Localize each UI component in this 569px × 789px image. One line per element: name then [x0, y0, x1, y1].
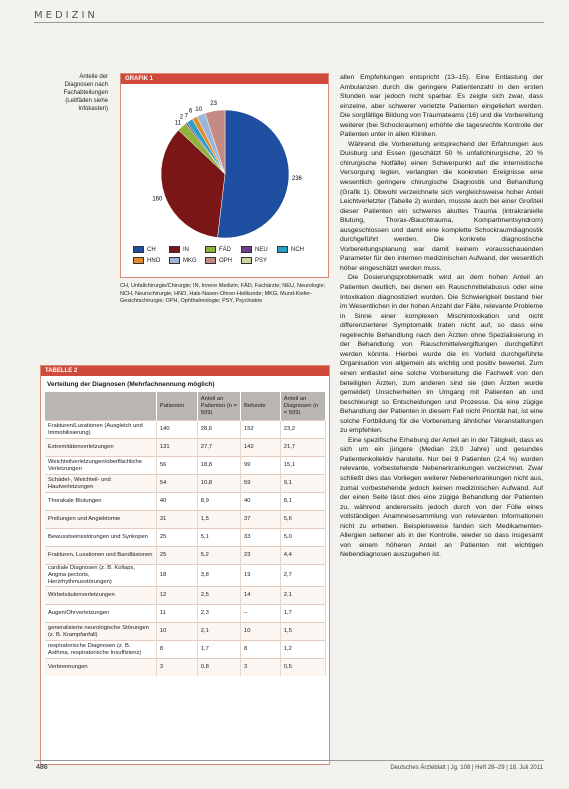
value-cell: 56	[156, 457, 197, 475]
diagnosis-cell: Extremitätenverletzungen	[45, 439, 156, 457]
legend-item-oph	[205, 257, 241, 264]
body-paragraph: Die Dosierungsproblematik wird an dem hohen Anteil an Patienten deutlich, bei denen ein Rauschmittelabusus oder eine Intoxikation diagnostiziert wurden. Die Schwierigkeit bestand hier im Wesentlichen in der hohen Anzahl der Fälle, relevante Probleme in Sinne einer komplexen Mischintoxikation und nicht differenzierterer Symptomatik traten nicht auf, so dass eine regelrechte Behandlung nach den Ärzten ohne Spezialisierung in der Behandlung von Rauschmittelvergiftungen durchgeführt werden könnte. Hierbei wurde die im Vorfeld durchgeführte Organisation von allgemein als wichtig und positiv bewertet. Zum einen entlastet eine solche Vorbereitung die Fachwelt von den beteiligten Ärzten, zum anderen sind sie (den Ärzten wurde gemeldet) Unsicherheiten im Umgang mit Patienten ab und beschleunigt so Entscheidungen und Prozesse. Da eine zügige Behandlung der Patienten in diesem Fall nicht Priorität hat, ist eine solche Fortbildung für die Vorbereitung ähnlicher Veranstaltungen zu empfehlen.	[340, 274, 543, 435]
value-cell: 140	[156, 421, 197, 439]
value-cell: 5,1	[197, 529, 240, 547]
value-cell: 1,5	[197, 511, 240, 529]
diagnosis-cell: Wirbelsäulenverletzungen	[45, 587, 156, 605]
legend-swatch	[205, 246, 216, 253]
value-cell: 8,9	[197, 493, 240, 511]
value-cell: 1,7	[197, 641, 240, 659]
value-cell: 40	[156, 493, 197, 511]
diagnosis-cell: respiratorische Diagnosen (z. B. Asthma, respiratorische Insuffizienz)	[45, 641, 156, 659]
value-cell: 2,1	[280, 587, 325, 605]
diagnosis-cell: Schädel-, Weichteil- und Hautverletzungen	[45, 475, 156, 493]
legend-item-neu	[241, 246, 277, 253]
value-cell: 2,5	[197, 587, 240, 605]
table-row	[45, 493, 326, 511]
value-cell: 18,8	[197, 457, 240, 475]
diagnosis-cell: Prellungen und Angiektomie	[45, 511, 156, 529]
diagnosis-cell: Frakturen, Luxationen und Bandläsionen	[45, 547, 156, 565]
table-row	[45, 475, 326, 493]
legend-swatch	[205, 257, 216, 264]
table-title: Verteilung der Diagnosen (Mehrfachnennung möglich)	[47, 381, 215, 388]
table-row	[45, 547, 326, 565]
table-row	[45, 421, 326, 439]
value-cell: 33	[241, 529, 281, 547]
legend-label: IN	[183, 247, 189, 254]
value-cell: 15,1	[280, 457, 325, 475]
legend-swatch	[169, 257, 180, 264]
value-cell: 9,1	[280, 475, 325, 493]
diagnosis-cell: Thorakale Blutungen	[45, 493, 156, 511]
pie-value-label: 160	[152, 196, 163, 203]
pie-value-label: 11	[174, 120, 181, 127]
body-paragraph: Eine spezifische Erhebung der Anteil an in der Tätigkeit, dass es sich um ein jüngere (Median 23,0 Jahre) und gesundes Patientenkollektiv handelte. Nur bei 9 Patienten (2,4 %) wurden relevante, vorbestehende Nebenerkrankungen verzeichnet. Zwar schließt dies das Vorliegen weiterer Nebenerkrankungen nicht aus, zumal vorbestehende jedoch keinen medizinischen Aufwand. Auf der einen Seite lässt dies eine zügige Behandlung der Patienten zu, während andererseits jedoch durch von der Fülle eines vollständigen Anamnesesammlung von relevanten Informationen nicht zu erheben. Beispielsweise fanden sich Medikamenten-Allergien seltener als in der Kontrolle, wieder so dass insgesamt von einem höheren Anteil an Patienten mit wichtigen Nebendiagnosen auszugehen ist.	[340, 436, 543, 559]
value-cell: 18	[156, 565, 197, 587]
figure-legend	[133, 246, 323, 268]
value-cell: 8	[156, 641, 197, 659]
legend-swatch	[133, 257, 144, 264]
diagnosis-cell: Weichteilverletzungen/oberflächliche Verletzungen	[45, 457, 156, 475]
diagnosis-cell: generalisierte neurologische Störungen (z. B. Krampfanfall)	[45, 623, 156, 641]
value-cell: 21,7	[280, 439, 325, 457]
legend-label: PSY	[255, 258, 268, 265]
diagnosis-cell: Frakturen/Luxationen (Ausgleich und Immobilisierung)	[45, 421, 156, 439]
value-cell: 2,1	[197, 623, 240, 641]
value-cell: 2,7	[280, 565, 325, 587]
value-cell: 1,7	[280, 605, 325, 623]
value-cell: 54	[156, 475, 197, 493]
legend-swatch	[133, 246, 144, 253]
legend-swatch	[241, 246, 252, 253]
table-header-cell: Befunde	[241, 392, 281, 421]
value-cell: 11	[156, 605, 197, 623]
pie-value-label: 236	[291, 176, 302, 183]
value-cell: 25	[156, 529, 197, 547]
header-rule	[34, 22, 544, 23]
table-row	[45, 641, 326, 659]
value-cell: 5,6	[280, 511, 325, 529]
value-cell: 8	[241, 641, 281, 659]
legend-label: HNO	[147, 258, 161, 265]
legend-item-fäd	[205, 246, 241, 253]
table-header-cell: Anteil an Patienten (n = 509)	[197, 392, 240, 421]
legend-swatch	[169, 246, 180, 253]
table-header-cell: Anteil an Diagnosen (n = 509)	[280, 392, 325, 421]
footer-rule	[34, 760, 544, 761]
value-cell: 5,0	[280, 529, 325, 547]
table-row	[45, 439, 326, 457]
pie-value-label: 7	[184, 113, 188, 120]
figure-label: GRAFIK 1	[121, 74, 328, 84]
value-cell: 3	[156, 659, 197, 677]
pie-value-label: 23	[210, 100, 217, 107]
value-cell: 25	[156, 547, 197, 565]
diagnosis-cell: Verbrennungen	[45, 659, 156, 677]
value-cell: 2,3	[197, 605, 240, 623]
legend-label: FÄD	[219, 247, 231, 254]
diagnosis-cell: Bewusstseinsstörungen und Synkopen	[45, 529, 156, 547]
body-text-column	[340, 73, 543, 560]
legend-item-mkg	[169, 257, 205, 264]
pie-value-label: 2	[179, 114, 184, 121]
value-cell: 4,4	[280, 547, 325, 565]
value-cell: 10	[156, 623, 197, 641]
value-cell: 23	[241, 547, 281, 565]
value-cell: –	[241, 605, 281, 623]
body-paragraph: Während die Vorbereitung entsprechend der Erfahrungen aus Duisburg und Essen (geschätzt 50 % unfallchirurgische, 20 % chirurgische Notfälle) einen Schwerpunkt auf die internistische Versorgung legten, verlangten die konkreten Ereignisse eine wesentlich geringere chirurgische Diagnostik und Behandlung (Grafik 1). Obwohl verzeichnete sich vergleichsweise hoher Anteil Leichtverletzter (Tabelle 2) wurden, musste auch bei einer Großteil dieser Patienten ein schweres akuttes Trauma (intrakranielle Blutung, Thorax-/Bauchtrauma, Kompartmentsyndrom) ausgeschlossen und damit eine komplette Schockraumdiagnostik durchgeführt werden. Die konkrete diagnostische Vorbereitungsplanung war damit keinem vorausschauenden Parameter für den internen medizinischen Aufwand, der wesentlich höher eingeschätzt werden muss.	[340, 140, 543, 272]
table-row	[45, 623, 326, 641]
value-cell: 19	[241, 565, 281, 587]
legend-swatch	[241, 257, 252, 264]
value-cell: 14	[241, 587, 281, 605]
table-header-cell: Patienten	[156, 392, 197, 421]
legend-label: MKG	[183, 258, 197, 265]
table-row	[45, 457, 326, 475]
value-cell: 131	[156, 439, 197, 457]
legend-item-ch	[133, 246, 169, 253]
legend-label: CH	[147, 247, 156, 254]
figure-side-caption: Anteile der Diagnosen nach Fachabteilungen (Leitfäden siehe Infokasten)	[63, 74, 108, 112]
pie-chart	[121, 74, 330, 246]
page-number: 486	[36, 764, 48, 771]
table-row	[45, 587, 326, 605]
value-cell: 37	[241, 511, 281, 529]
value-cell: 3	[241, 659, 281, 677]
value-cell: 1,5	[280, 623, 325, 641]
section-header: MEDIZIN	[34, 10, 98, 21]
value-cell: 1,2	[280, 641, 325, 659]
legend-item-psy	[241, 257, 277, 264]
legend-label: NEU	[255, 247, 268, 254]
legend-label: NCH	[291, 247, 304, 254]
legend-item-hno	[133, 257, 169, 264]
value-cell: 12	[156, 587, 197, 605]
value-cell: 8,1	[280, 493, 325, 511]
value-cell: 10,8	[197, 475, 240, 493]
pie-value-label: 6	[188, 108, 193, 115]
figure-caption: CH, Unfallchirurgie/Chirurgie; IN, Innere Medizin; FÄD, Fachärzte; NEU, Neurologie; NCH, Neurochirurgie; HNO, Hals-Nasen-Ohren-Heilkunde; MKG, Mund-Kiefer-Gesichtschirurgie; OPH, Ophthalmologie; PSY, Psychiatrie	[120, 283, 326, 304]
value-cell: 5,2	[197, 547, 240, 565]
table-label: TABELLE 2	[41, 366, 329, 376]
journal-citation: Deutsches Ärzteblatt | Jg. 108 | Heft 28–29 | 18. Juli 2011	[390, 765, 543, 771]
legend-label: OPH	[219, 258, 233, 265]
value-cell: 28,6	[197, 421, 240, 439]
table-tabelle-2	[40, 365, 330, 765]
value-cell: 23,2	[280, 421, 325, 439]
legend-item-nch	[277, 246, 313, 253]
value-cell: 3,8	[197, 565, 240, 587]
value-cell: 0,8	[197, 659, 240, 677]
value-cell: 40	[241, 493, 281, 511]
table-row	[45, 511, 326, 529]
value-cell: 27,7	[197, 439, 240, 457]
value-cell: 152	[241, 421, 281, 439]
value-cell: 142	[241, 439, 281, 457]
table-header-cell	[45, 392, 156, 421]
pie-value-label: 10	[195, 107, 202, 114]
legend-item-in	[169, 246, 205, 253]
legend-swatch	[277, 246, 288, 253]
value-cell: 10	[241, 623, 281, 641]
figure-grafik-1	[120, 73, 329, 278]
pie-slice-ch	[218, 110, 289, 238]
diagnosis-cell: cardiale Diagnosen (z. B. Kollaps, Angina pectoris, Herzrhythmusstörungen)	[45, 565, 156, 587]
diagnosis-cell: Augen/Ohrverletzungen	[45, 605, 156, 623]
table-row	[45, 659, 326, 677]
body-paragraph: allen Empfehlungen entspricht (13–15). Eine Entlastung der Ambulanzen durch die geringere Patientenzahl in den ersten Stunden war jedoch nicht sparbar. Es zeigte sich zwar, dass einzelne, aber schwerer verletzte Patienten eingeliefert werden. Die sorgfältige Bildung von Traumateams (16) und die Vorbereitung weiterer (bei Schockraumen) erhöhte die tagesrechte Kontrolle der Patienten unter in allen Kliniken.	[340, 74, 543, 139]
table-row	[45, 605, 326, 623]
table-row	[45, 565, 326, 587]
value-cell: 0,5	[280, 659, 325, 677]
value-cell: 59	[241, 475, 281, 493]
diagnosis-table	[45, 392, 326, 676]
table-row	[45, 529, 326, 547]
value-cell: 31	[156, 511, 197, 529]
value-cell: 99	[241, 457, 281, 475]
